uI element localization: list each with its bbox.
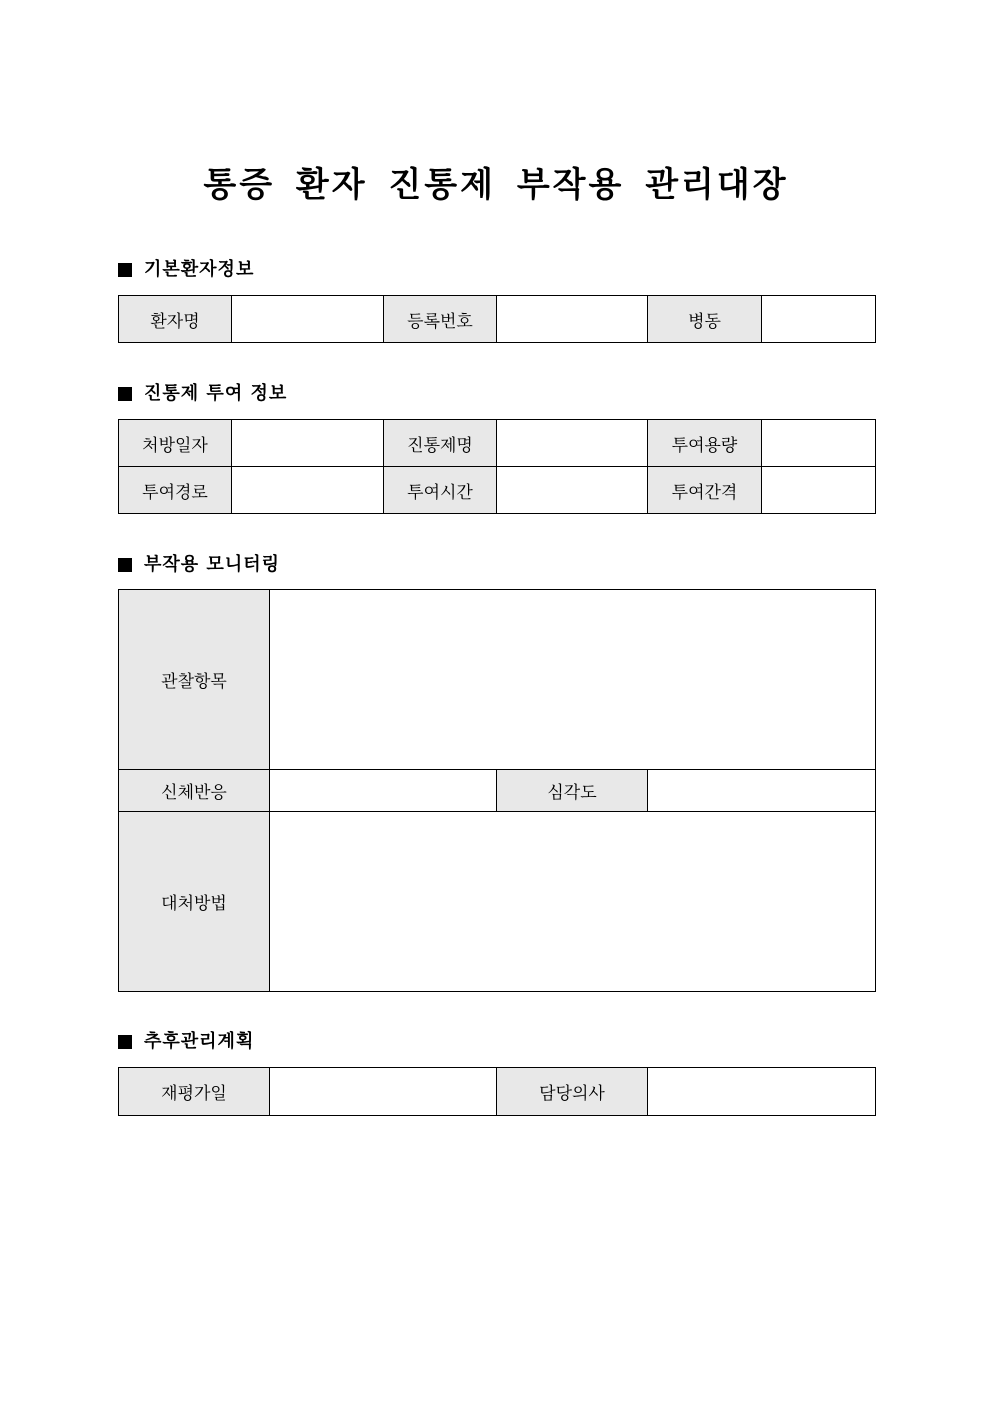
section-title: 진통제 투여 정보 (144, 383, 288, 404)
label-response-method: 대처방법 (119, 812, 270, 992)
label-attending-physician: 담당의사 (497, 1068, 648, 1116)
dosing-info-table (118, 419, 876, 514)
route-field[interactable] (232, 467, 384, 514)
label-interval: 투여간격 (648, 467, 762, 514)
physical-reaction-field[interactable] (270, 770, 497, 812)
section-heading-monitoring (118, 553, 280, 577)
attending-physician-field[interactable] (648, 1068, 876, 1116)
square-bullet-icon (118, 558, 132, 572)
ward-field[interactable] (762, 296, 876, 343)
severity-field[interactable] (648, 770, 876, 812)
label-ward: 병동 (648, 296, 762, 343)
dose-field[interactable] (762, 420, 876, 467)
administration-time-field[interactable] (497, 467, 648, 514)
patient-name-field[interactable] (232, 296, 384, 343)
square-bullet-icon (118, 1035, 132, 1049)
reevaluation-date-field[interactable] (270, 1068, 497, 1116)
response-method-field[interactable] (270, 812, 876, 992)
registration-number-field[interactable] (497, 296, 648, 343)
label-analgesic-name: 진통제명 (384, 420, 497, 467)
label-observation: 관찰항목 (119, 590, 270, 770)
label-physical-reaction: 신체반응 (119, 770, 270, 812)
label-registration-number: 등록번호 (384, 296, 497, 343)
analgesic-name-field[interactable] (497, 420, 648, 467)
section-title: 기본환자정보 (144, 259, 255, 280)
section-heading-basic (118, 258, 254, 282)
section-title: 부작용 모니터링 (144, 554, 280, 575)
section-heading-followup (118, 1030, 254, 1054)
label-route: 투여경로 (119, 467, 232, 514)
label-severity: 심각도 (497, 770, 648, 812)
section-title: 추후관리계획 (144, 1031, 255, 1052)
observation-field[interactable] (270, 590, 876, 770)
basic-info-table (118, 295, 876, 343)
page-title: 통증 환자 진통제 부작용 관리대장 (203, 165, 789, 205)
prescription-date-field[interactable] (232, 420, 384, 467)
label-administration-time: 투여시간 (384, 467, 497, 514)
monitoring-table (118, 589, 876, 992)
label-reevaluation-date: 재평가일 (119, 1068, 270, 1116)
square-bullet-icon (118, 387, 132, 401)
section-heading-dosing (118, 382, 287, 406)
followup-table (118, 1067, 876, 1116)
label-patient-name: 환자명 (119, 296, 232, 343)
label-dose: 투여용량 (648, 420, 762, 467)
interval-field[interactable] (762, 467, 876, 514)
label-prescription-date: 처방일자 (119, 420, 232, 467)
square-bullet-icon (118, 263, 132, 277)
